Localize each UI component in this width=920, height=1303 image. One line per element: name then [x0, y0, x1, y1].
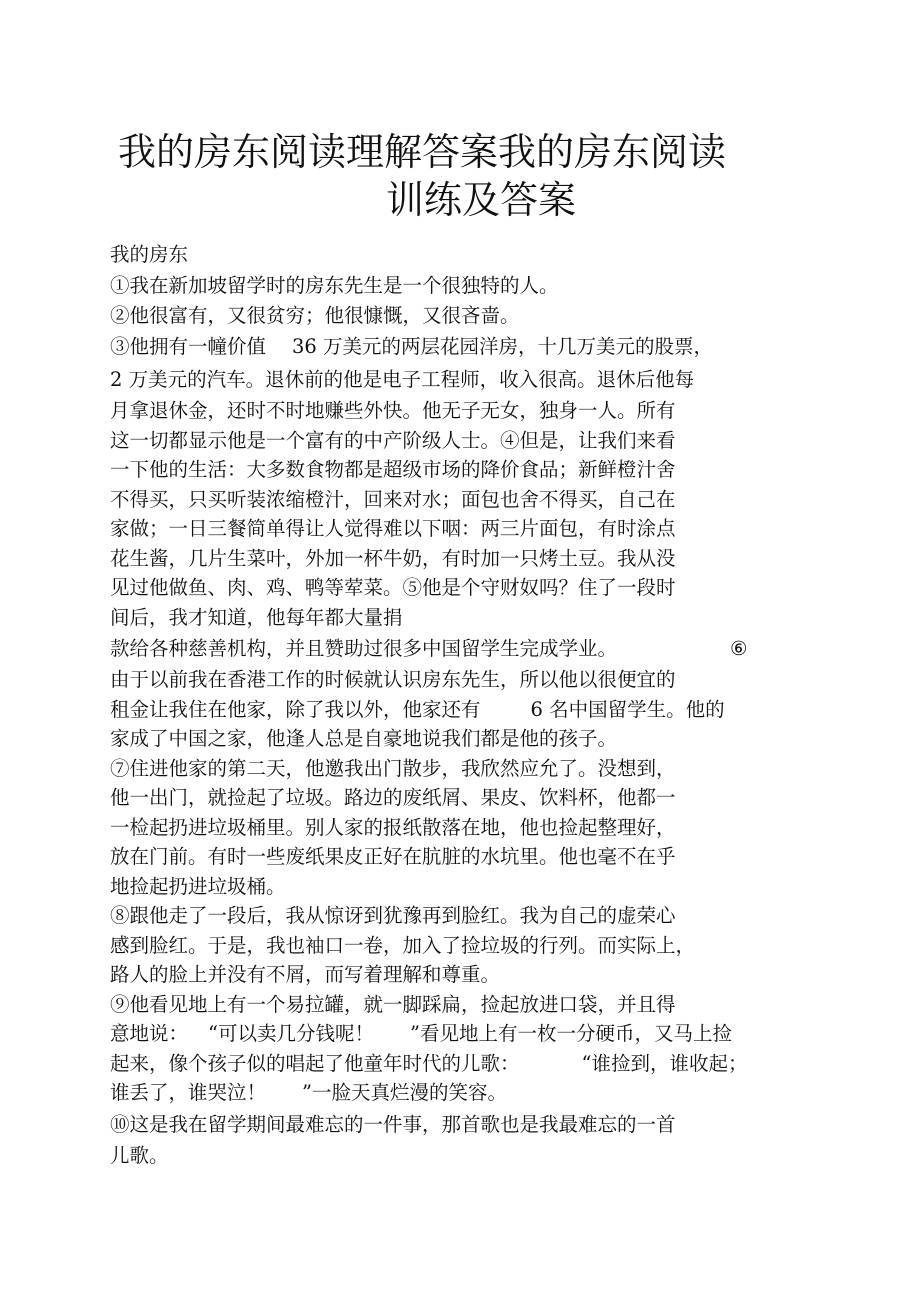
body-line: 地捡起扔进垃圾桶。: [110, 874, 286, 898]
body-line: 花生酱，几片生菜叶，外加一杯牛奶，有时加一只烤土豆。我从没: [110, 546, 676, 570]
paragraph-marker: ⑥: [730, 637, 748, 660]
body-line: 一检起扔进垃圾桶里。别人家的报纸散落在地，他也捡起整理好，: [110, 815, 676, 839]
body-line: 一下他的生活：大多数食物都是超级市场的降价食品；新鲜橙汁舍: [110, 458, 676, 481]
text-segment: 租金让我住在他家，除了我以外，他家还有: [110, 697, 481, 721]
body-line: 由于以前我在香港工作的时候就认识房东先生，所以他以很便宜的: [110, 668, 676, 691]
body-line: 我的房东: [110, 243, 189, 266]
body-line: [110, 1049, 800, 1079]
text-segment: 起来，像个孩子似的唱起了他童年时代的儿歌：: [110, 1051, 520, 1075]
text-segment: 6 名中国留学生。他的: [530, 697, 725, 721]
title-line-1: 我的房东阅读理解答案我的房东阅读: [118, 130, 727, 174]
body-line: ⑩这是我在留学期间最难忘的一件事，那首歌也是我最难忘的一首: [110, 1112, 676, 1136]
text-segment: ”一脸天真烂漫的笑容。: [302, 1081, 507, 1104]
body-line: 路人的脸上并没有不屑，而写着理解和尊重。: [110, 963, 501, 986]
text-segment: ③他拥有一幢价值: [110, 335, 267, 358]
body-line: 家做；一日三餐简单得让人觉得难以下咽：两三片面包，有时涂点: [110, 517, 676, 540]
body-line: 2 万美元的汽车。退休前的他是电子工程师，收入很高。退休后他每: [110, 368, 695, 391]
title-line-2: 训练及答案: [386, 178, 577, 222]
body-line: ⑦住进他家的第二天，他邀我出门散步，我欣然应允了。没想到，: [110, 756, 676, 780]
body-line: 感到脸红。于是，我也袖口一卷，加入了捡垃圾的行列。而实际上，: [110, 933, 696, 957]
body-line: 家成了中国之家，他逢人总是自豪地说我们都是他的孩子。: [110, 727, 618, 750]
body-line: [110, 695, 800, 725]
body-line: ⑧跟他走了一段后，我从惊讶到犹豫再到脸红。我为自己的虚荣心: [110, 904, 676, 927]
document-title: [118, 128, 798, 224]
body-line: 放在门前。有时一些废纸果皮正好在肮脏的水坑里。他也毫不在乎: [110, 845, 676, 868]
body-line: ⑨他看见地上有一个易拉罐，就一脚踩扁，捡起放进口袋，并且得: [110, 992, 676, 1016]
body-line: [110, 632, 800, 665]
text-segment: “谁捡到，谁收起；: [581, 1051, 748, 1075]
text-segment: 36 万美元的两层花园洋房，十几万美元的股票，: [292, 335, 714, 358]
text-segment: 意地说：: [110, 1022, 189, 1045]
text-segment: “可以卖几分钱呢！: [208, 1022, 374, 1045]
document-body: [110, 238, 800, 1170]
body-line: 见过他做鱼、肉、鸡、鸭等荤菜。⑤他是个守财奴吗？住了一段时: [110, 576, 676, 599]
body-line: [110, 1078, 800, 1108]
body-line: [110, 1019, 800, 1049]
body-line: [110, 330, 800, 363]
body-line: 儿歌。: [110, 1143, 169, 1167]
text-segment: 款给各种慈善机构，并且赞助过很多中国留学生完成学业。: [110, 637, 618, 660]
body-line: 这一切都显示他是一个富有的中产阶级人士。④但是，让我们来看: [110, 428, 676, 452]
body-line: 他一出门，就捡起了垃圾。路边的废纸屑、果皮、饮料杯，他都一: [110, 786, 676, 809]
text-segment: ”看见地上有一枚一分硬币，又马上捡: [410, 1022, 732, 1045]
body-line: ①我在新加坡留学时的房东先生是一个很独特的人。: [110, 274, 559, 297]
body-line: 月拿退休金，还时不时地赚些外快。他无子无女，独身一人。所有: [110, 399, 676, 422]
body-line: 不得买，只买听装浓缩橙汁，回来对水；面包也舍不得买，自己在: [110, 487, 676, 511]
body-line: ②他很富有，又很贫穷；他很慷慨，又很吝啬。: [110, 303, 520, 327]
text-segment: 谁丢了，谁哭泣！: [110, 1081, 267, 1104]
body-line: 间后，我才知道，他每年都大量捐: [110, 605, 403, 629]
